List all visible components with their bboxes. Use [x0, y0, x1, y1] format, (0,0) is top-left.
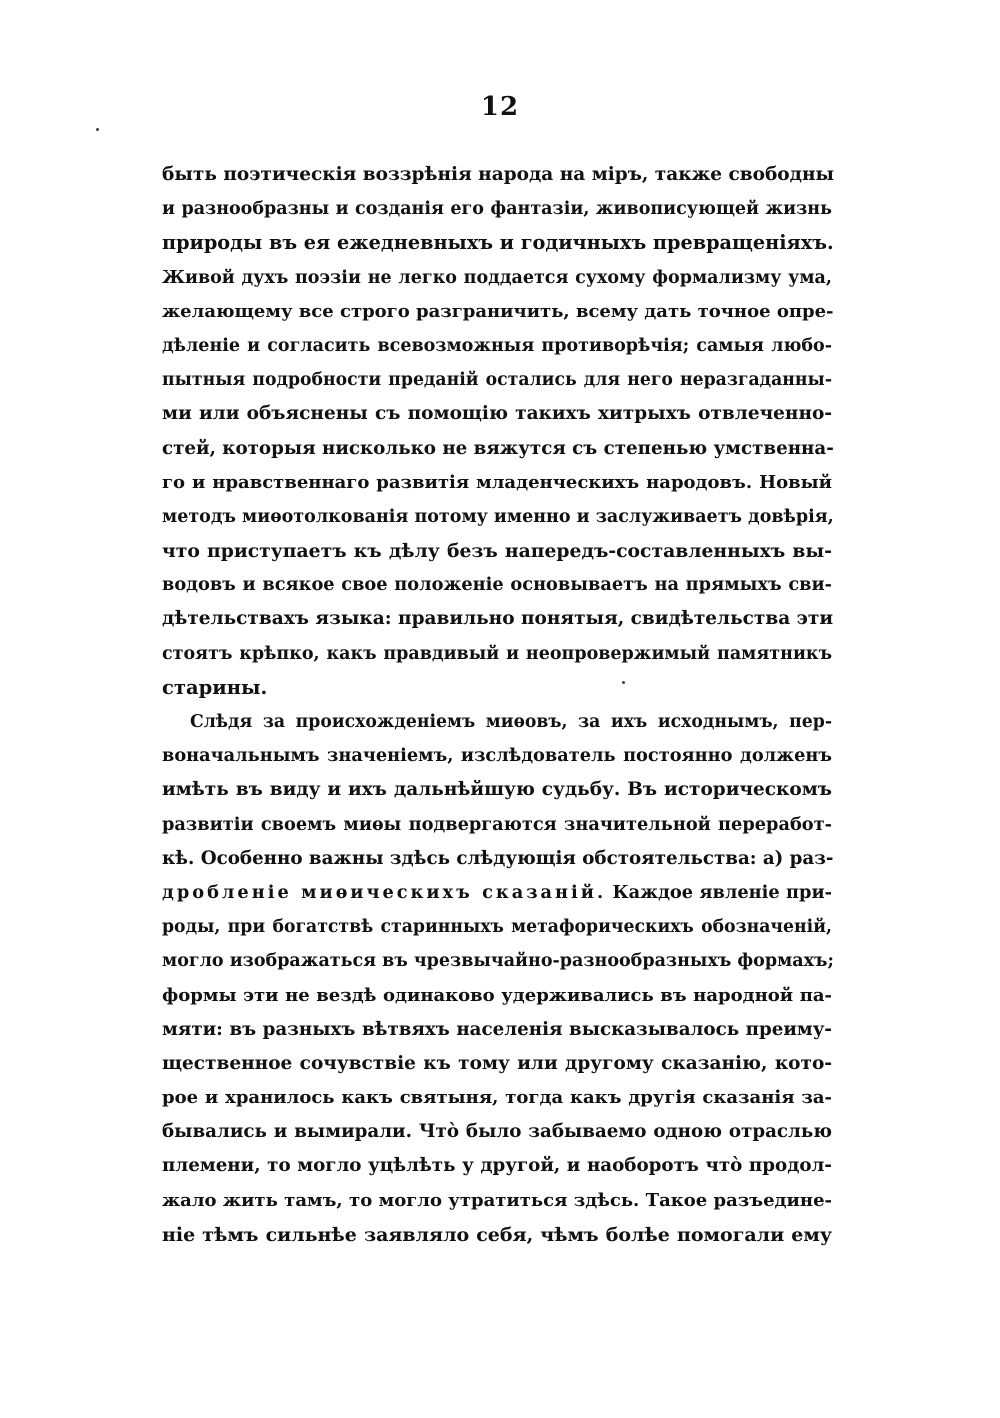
text-line: бывались и вымирали. Что̀ было забываемо одною отраслью: [162, 1121, 832, 1143]
text-fragment: Каждое явленіе при-: [606, 881, 832, 903]
text-line: что приступаетъ къ дѣлу безъ напередъ-составленныхъ вы-: [162, 540, 832, 563]
text-line: Живой духъ поэзіи не легко поддается сухому формализму ума,: [162, 267, 832, 288]
text-line: желающему все строго разграничить, всему дать точное опре-: [162, 300, 834, 322]
text-line-with-emphasis: [162, 876, 832, 910]
text-line: водовъ и всякое свое положеніе основываетъ на прямыхъ сви-: [162, 574, 832, 596]
text-line: воначальнымъ значеніемъ, изслѣдователь постоянно долженъ: [162, 745, 832, 767]
text-line: ніе тѣмъ сильнѣе заявляло себя, чѣмъ болѣе помогали ему: [162, 1223, 832, 1246]
text-line: пытныя подробности преданій остались для него неразгаданны-: [162, 370, 832, 391]
text-line: ми или объяснены съ помощію такихъ хитрыхъ отвлеченно-: [162, 403, 832, 425]
text-line: методъ миѳотолкованія потому именно и заслуживаетъ довѣрія,: [162, 506, 834, 527]
text-line: го и нравственнаго развитія младенческихъ народовъ. Новый: [162, 471, 832, 493]
text-line: старины.: [162, 675, 268, 699]
text-line: кѣ. Особенно важны здѣсь слѣдующія обстоятельства: а) раз-: [162, 847, 834, 869]
text-line: мяти: въ разныхъ вѣтвяхъ населенія высказывалось преиму-: [162, 1018, 832, 1040]
text-line: природы въ ея ежедневныхъ и годичныхъ превращеніяхъ.: [162, 231, 834, 255]
text-line: Слѣдя за происхожденіемъ миѳовъ, за ихъ исходнымъ, пер-: [190, 712, 832, 732]
text-line: стоятъ крѣпко, какъ правдивый и неопровержимый памятникъ: [162, 643, 832, 664]
page-number: 12: [480, 92, 520, 122]
text-line: дѣленіе и согласить всевозможныя противорѣчія; самыя любо-: [162, 335, 832, 356]
text-line: дѣтельствахъ языка: правильно понятыя, свидѣтельства эти: [162, 608, 834, 630]
text-line: щественное сочувствіе къ тому или другому сказанію, кото-: [162, 1052, 832, 1074]
text-line: рое и хранилось какъ святыня, тогда какъ другія сказанія за-: [162, 1087, 832, 1109]
paragraph-1: [162, 158, 835, 705]
text-line: и разнообразны и созданія его фантазіи, живописующей жизнь: [162, 199, 832, 220]
text-line: жало жить тамъ, то могло утратиться здѣсь. Такое разъедине-: [162, 1189, 832, 1211]
scan-speck: [96, 128, 99, 131]
text-line: формы эти не вездѣ одинаково удерживались въ народной па-: [162, 984, 832, 1006]
emphasized-phrase: дробленіе миѳическихъ сказаній.: [162, 881, 607, 903]
text-line: стей, которыя нисколько не вяжутся съ степенью умственна-: [162, 437, 834, 459]
text-line: роды, при богатствѣ старинныхъ метафорическихъ обозначеній,: [162, 917, 832, 938]
text-line: развитіи своемъ миѳы подвергаются значительной переработ-: [162, 813, 832, 835]
paragraph-2: [162, 705, 832, 1252]
text-line: имѣть въ виду и ихъ дальнѣйшую судьбу. Въ историческомъ: [162, 779, 832, 801]
text-line: могло изображаться въ чрезвычайно-разнообразныхъ формахъ;: [162, 951, 834, 972]
text-line: племени, то могло уцѣлѣть у другой, и наоборотъ что̀ продол-: [162, 1155, 832, 1177]
body-text: [162, 158, 835, 1252]
text-line: быть поэтическія воззрѣнія народа на міръ, также свободны: [162, 164, 835, 185]
